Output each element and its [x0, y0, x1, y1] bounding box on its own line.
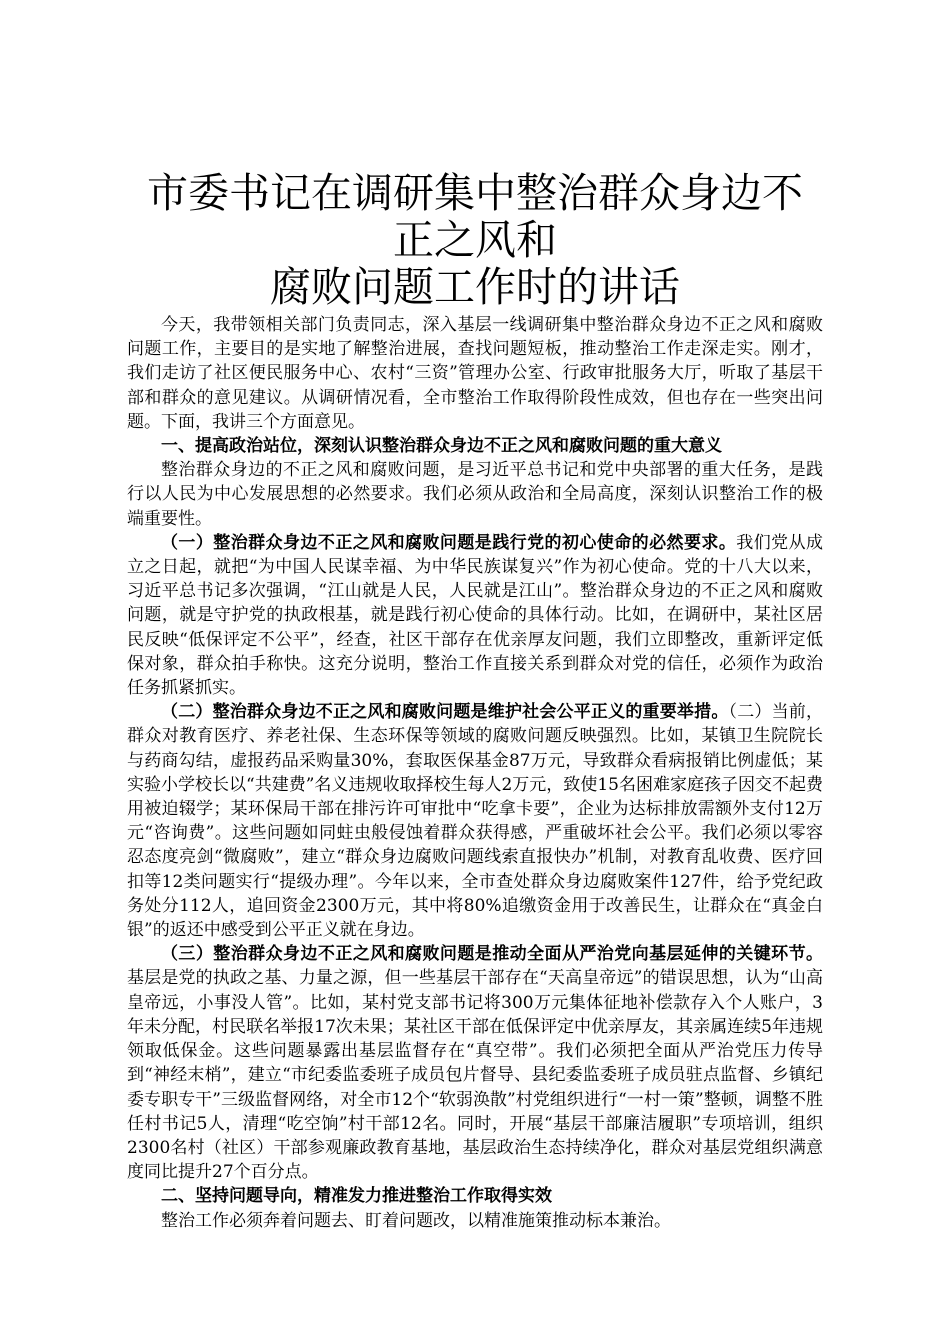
section-2-lead: 整治工作必须奔着问题去、盯着问题改，以精准施策推动标本兼治。: [161, 1210, 671, 1231]
intro-paragraph: 今天，我带领相关部门负责同志，深入基层一线调研集中整治群众身边不正之风和腐败问题工作，主要目的是实地了解整治进展，查找问题短板，推动整治工作走深走实。刚才，我们走访了社区便民服务中心、农村“三资”管理办公室、行政审批服务大厅，听取了基层干部和群众的意见建议。从调研情况看，全市整治工作取得阶段性成效，但也存在一些突出问题。下面，我讲三个方面意见。: [127, 315, 823, 432]
subsection-3-body: 基层是党的执政之基、力量之源，但一些基层干部存在“天高皇帝远”的错误思想，认为“山高皇帝远，小事没人管”。比如，某村党支部书记将300万元集体征地补偿款存入个人账户，3年未分配，村民联名举报17次未果；某社区干部在低保评定中优亲厚友，其亲属连续5年违规领取低保金。这些问题暴露出基层监督存在“真空带”。我们必须把全面从严治党压力传导到“神经末梢”，建立“市纪委监委班子成员包片督导、县纪委监委班子成员驻点监督、乡镇纪委专职专干”三级监督网络，对全市12个“软弱涣散”村党组织进行“一村一策”整顿，调整不胜任村书记5人，清理“吃空饷”村干部12名。同时，开展“基层干部廉洁履职”专项培训，组织2300名村（社区）干部参观廉政教育基地，基层政治生态持续净化，群众对基层党组织满意度同比提升27个百分点。: [127, 968, 823, 1183]
subsection-1-heading: （一）整治群众身边不正之风和腐败问题是践行党的初心使命的必然要求。: [161, 532, 737, 553]
section-1-lead: 整治群众身边的不正之风和腐败问题，是习近平总书记和党中央部署的重大任务，是践行以人民为中心发展思想的必然要求。我们必须从政治和全局高度，深刻认识整治工作的极端重要性。: [127, 460, 823, 529]
section-2-heading: 二、坚持问题导向，精准发力推进整治工作取得实效: [161, 1186, 552, 1207]
subsection-2-heading: （二）整治群众身边不正之风和腐败问题是维护社会公平正义的重要举措。: [161, 702, 729, 723]
subsection-1-paragraph: [127, 531, 823, 700]
section-1-heading: 一、提高政治站位，深刻认识整治群众身边不正之风和腐败问题的重大意义: [161, 436, 722, 457]
title-line-1: 市委书记在调研集中整治群众身边不正之风和: [147, 169, 803, 264]
subsection-3-heading: （三）整治群众身边不正之风和腐败问题是推动全面从严治党向基层延伸的关键环节。: [161, 944, 823, 965]
subsection-2-paragraph: [127, 700, 823, 942]
document-page: [127, 170, 823, 1233]
title-line-2: 腐败问题工作时的讲话: [270, 263, 680, 311]
subsection-2-body: （二）当前，群众对教育医疗、养老社保、生态环保等领域的腐败问题反映强烈。比如，某镇卫生院院长与药商勾结，虚报药品采购量30%，套取医保基金87万元，导致群众看病报销比例虚低；某实验小学校长以“共建费”名义违规收取择校生每人2万元，致使15名困难家庭孩子因交不起费用被迫辍学；某环保局干部在排污许可审批中“吃拿卡要”，企业为达标排放需额外支付12万元“咨询费”。这些问题如同蛀虫般侵蚀着群众获得感，严重破坏社会公平。我们必须以零容忍态度亮剑“微腐败”，建立“群众身边腐败问题线索直报快办”机制，对教育乱收费、医疗回扣等12类问题实行“提级办理”。今年以来，全市查处群众身边腐败案件127件，给予党纪政务处分112人，追回资金2300万元，其中将80%追缴资金用于改善民生，让群众在“真金白银”的返还中感受到公平正义就在身边。: [127, 702, 824, 941]
document-title: [127, 170, 823, 311]
subsection-3-paragraph: [127, 942, 823, 1184]
subsection-1-body: 我们党从成立之日起，就把“为中国人民谋幸福、为中华民族谋复兴”作为初心使命。党的十八大以来，习近平总书记多次强调，“江山就是人民，人民就是江山”。整治群众身边的不正之风和腐败问题，就是守护党的执政根基，就是践行初心使命的具体行动。比如，在调研中，某社区居民反映“低保评定不公平”，经查，社区干部存在优亲厚友问题，我们立即整改，重新评定低保对象，群众拍手称快。这充分说明，整治工作直接关系到群众对党的信任，必须作为政治任务抓紧抓实。: [127, 532, 824, 699]
